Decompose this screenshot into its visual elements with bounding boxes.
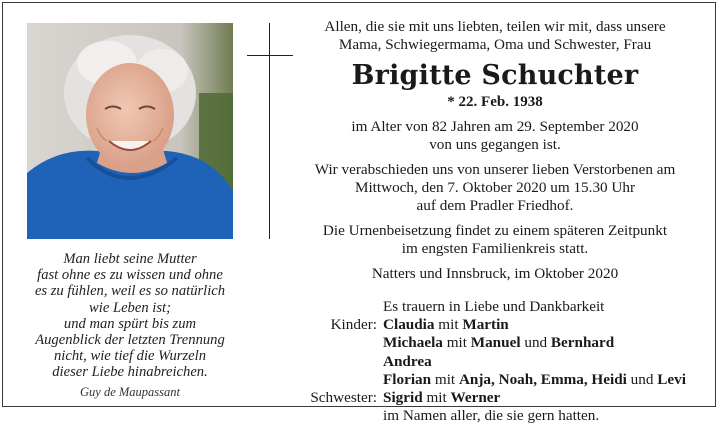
- mourner-name: Martin: [462, 316, 509, 334]
- mourner-name: Manuel: [470, 334, 521, 352]
- connector: und: [524, 334, 548, 352]
- urn-line: im engsten Familienkreis statt.: [401, 240, 589, 257]
- list-item: [295, 371, 695, 389]
- obituary-card: [2, 2, 716, 425]
- announcement: [295, 18, 695, 283]
- mourner-name: Bernhard: [550, 334, 615, 352]
- birth-date: * 22. Feb. 1938: [447, 94, 543, 110]
- mourner-name: Anja, Noah, Emma, Heidi: [458, 370, 627, 388]
- mourners: [295, 298, 695, 425]
- list-item: [295, 353, 695, 371]
- poem-line: und man spürt bis zum: [63, 315, 197, 332]
- connector: mit: [426, 389, 447, 407]
- place-date: Natters und Innsbruck, im Oktober 2020: [371, 265, 619, 282]
- mourner-name: Levi: [657, 370, 686, 388]
- death-line: von uns gegangen ist.: [429, 136, 561, 153]
- mourner-name: Werner: [450, 389, 501, 407]
- poem-line: nicht, wie tief die Wurzeln: [54, 348, 206, 365]
- farewell-line: auf dem Pradler Friedhof.: [416, 197, 574, 214]
- mourners-heading: Es trauern in Liebe und Dankbarkeit: [383, 298, 605, 315]
- connector: und: [630, 370, 654, 388]
- portrait-image: [27, 23, 233, 239]
- deceased-name: Brigitte Schuchter: [351, 60, 639, 91]
- children-names: [383, 316, 509, 334]
- mourner-name: Florian: [383, 370, 432, 388]
- poem-line: Man liebt seine Mutter: [63, 251, 197, 267]
- poem-line: Augenblick der letzten Trennung: [35, 332, 225, 349]
- poem-line: es zu fühlen, weil es so natürlich: [34, 283, 226, 300]
- poem-line: wie Leben ist;: [89, 299, 171, 316]
- intro-line: Allen, die sie mit uns liebten, teilen wir mit, dass unsere: [324, 18, 666, 35]
- list-item: [295, 389, 695, 407]
- portrait-photo: [27, 23, 233, 239]
- poem-line: fast ohne es zu wissen und ohne: [37, 267, 223, 284]
- sister-label: Schwester:: [310, 389, 377, 407]
- intro-line: Mama, Schwiegermama, Oma und Schwester, Frau: [338, 36, 652, 53]
- list-item: [295, 334, 695, 352]
- poem-author: Guy de Maupassant: [80, 384, 180, 399]
- urn-line: Die Urnenbeisetzung findet zu einem späteren Zeitpunkt: [322, 222, 668, 239]
- mourner-name: Sigrid: [383, 389, 423, 407]
- connector: mit: [446, 334, 467, 352]
- closing-line: im Namen aller, die sie gern hatten.: [383, 407, 600, 425]
- farewell-line: Wir verabschieden uns von unserer lieben Verstorbenen am: [314, 161, 676, 178]
- poem-line: dieser Liebe hinabreichen.: [52, 364, 208, 381]
- connector: mit: [438, 316, 459, 334]
- farewell-line: Mittwoch, den 7. Oktober 2020 um 15.30 Uhr: [354, 179, 636, 196]
- death-line: im Alter von 82 Jahren am 29. September 2020: [351, 118, 639, 135]
- mourner-name: Andrea: [383, 352, 432, 370]
- mourner-name: Claudia: [383, 316, 435, 334]
- poem: [17, 251, 243, 400]
- mourner-name: Michaela: [383, 334, 443, 352]
- children-label: Kinder:: [330, 316, 377, 334]
- list-item: [295, 316, 695, 334]
- connector: mit: [434, 370, 456, 388]
- cross-icon-bar: [247, 55, 293, 56]
